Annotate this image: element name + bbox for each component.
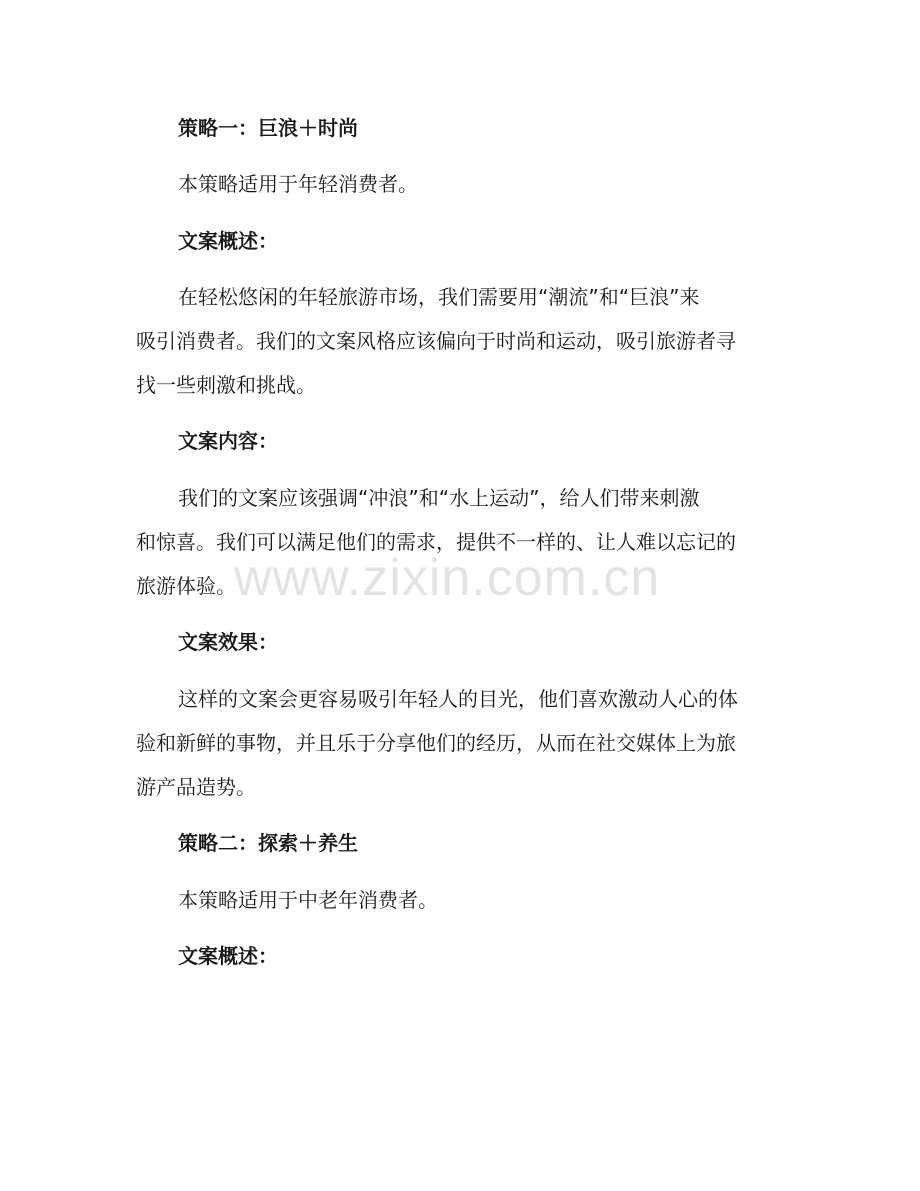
strategy-1-scope: 本策略适用于年轻消费者。 (178, 172, 418, 196)
watermark: www.zixin.com.cn (234, 549, 661, 607)
strategy-2-overview-heading: 文案概述： (178, 944, 278, 968)
strategy-1-content-line-2: 和惊喜。我们可以满足他们的需求，提供不一样的、让人难以忘记的 (136, 530, 736, 554)
strategy-1-overview-line-3: 找一些刺激和挑战。 (136, 373, 316, 397)
strategy-1-content-heading: 文案内容： (178, 429, 278, 453)
strategy-1-overview-heading: 文案概述： (178, 229, 278, 253)
strategy-1-overview-line-2: 吸引消费者。我们的文案风格应该偏向于时尚和运动，吸引旅游者寻 (136, 329, 736, 353)
strategy-2-scope: 本策略适用于中老年消费者。 (178, 888, 438, 912)
strategy-1-effect-line-1: 这样的文案会更容易吸引年轻人的目光，他们喜欢激动人心的体 (178, 687, 738, 711)
strategy-1-content-line-3: 旅游体验。 (136, 574, 236, 598)
strategy-1-effect-line-2: 验和新鲜的事物，并且乐于分享他们的经历，从而在社交媒体上为旅 (136, 731, 736, 755)
strategy-1-overview-line-1: 在轻松悠闲的年轻旅游市场，我们需要用“潮流”和“巨浪”来 (178, 285, 700, 309)
strategy-1-title: 策略一：巨浪＋时尚 (178, 116, 358, 140)
strategy-2-title: 策略二：探索＋养生 (178, 831, 358, 855)
strategy-1-effect-heading: 文案效果： (178, 630, 278, 654)
strategy-1-effect-line-3: 游产品造势。 (136, 775, 256, 799)
strategy-1-content-line-1: 我们的文案应该强调“冲浪”和“水上运动”，给人们带来刺激 (178, 486, 700, 510)
